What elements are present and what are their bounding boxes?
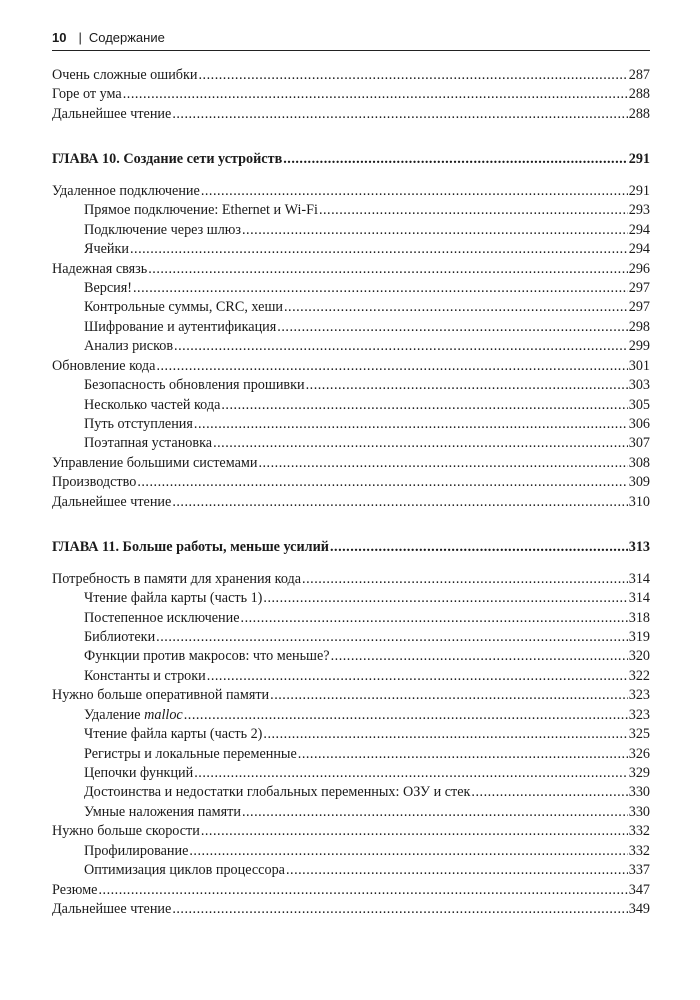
toc-entry-page: 323 [628, 706, 650, 723]
dot-leader [242, 803, 628, 822]
toc-entry-title: Чтение файла карты (часть 2) [84, 726, 263, 743]
dot-leader [286, 861, 628, 880]
dot-leader [213, 434, 628, 453]
toc-entry-title: Потребность в памяти для хранения кода [52, 570, 302, 587]
page-number: 10 [52, 30, 67, 45]
toc-entry-page: 314 [628, 590, 650, 607]
dot-leader [201, 822, 628, 841]
toc-entry-title: Цепочки функций [84, 765, 194, 781]
header-separator: | [78, 30, 82, 45]
toc-entry-page: 329 [628, 765, 650, 781]
toc-entry[interactable] [52, 493, 650, 512]
dot-leader [302, 570, 628, 589]
toc-entry-page: 325 [628, 726, 650, 743]
toc-entry[interactable] [52, 454, 650, 473]
dot-leader [156, 357, 627, 376]
toc-entry-title: Библиотеки [84, 628, 156, 645]
toc-entry[interactable] [52, 66, 650, 85]
toc-entry-title: Надежная связь [52, 260, 148, 277]
dot-leader [156, 628, 628, 647]
toc-entry-page: 314 [628, 570, 650, 587]
toc-entry-page: 322 [628, 667, 650, 684]
toc-entry-page: 323 [628, 687, 650, 704]
toc-entry-page: 288 [628, 105, 650, 122]
toc-entry[interactable] [52, 647, 650, 666]
toc-entry-title: Нужно больше скорости [52, 823, 200, 840]
toc-entry-title: Подключение через шлюз [84, 221, 241, 238]
toc-entry-title: Контрольные суммы, CRC, хеши [84, 299, 283, 316]
toc-entry-page: 297 [628, 279, 650, 296]
toc-entry-title: Обновление кода [52, 357, 156, 374]
chapter-page: 313 [628, 539, 650, 556]
toc-entry-page: 310 [628, 493, 650, 510]
dot-leader [270, 686, 628, 705]
dot-leader [330, 538, 628, 557]
toc-entry-page: 347 [628, 881, 650, 898]
toc-entry-page: 299 [628, 338, 650, 355]
toc-entry[interactable] [52, 376, 650, 395]
toc-entry-page: 349 [628, 901, 650, 918]
toc-entry-page: 330 [628, 784, 650, 801]
toc-entry-title: Поэтапная установка [84, 435, 213, 452]
toc-entry[interactable] [52, 822, 650, 841]
dot-leader [130, 240, 628, 259]
toc-entry[interactable] [52, 85, 650, 104]
toc-entry-title: Функции против макросов: что меньше? [84, 648, 330, 665]
toc-entry[interactable] [52, 279, 650, 298]
toc-entry[interactable] [52, 745, 650, 764]
dot-leader [172, 105, 627, 124]
toc-entry-page: 326 [628, 745, 650, 762]
dot-leader [306, 376, 628, 395]
toc-entry[interactable] [52, 415, 650, 434]
toc-entry-page: 288 [628, 86, 650, 103]
toc-entry-title: Производство [52, 474, 137, 491]
dot-leader [201, 182, 628, 201]
dot-leader [298, 745, 628, 764]
toc-entry[interactable] [52, 318, 650, 337]
dot-leader [283, 150, 627, 169]
dot-leader [184, 706, 628, 725]
running-header [52, 30, 650, 51]
toc-entry[interactable] [52, 260, 650, 279]
toc-entry[interactable] [52, 221, 650, 240]
toc-entry[interactable] [52, 881, 650, 900]
toc-entry[interactable] [52, 201, 650, 220]
toc-entry[interactable] [52, 686, 650, 705]
toc-entry-title: Удаленное подключение [52, 182, 200, 199]
dot-leader [137, 473, 627, 492]
chapter-page: 291 [628, 151, 650, 168]
toc-entry[interactable] [52, 182, 650, 201]
section-title: Содержание [88, 30, 165, 45]
toc-entry[interactable] [52, 764, 650, 783]
toc-entry-title: Безопасность обновления прошивки [84, 377, 305, 394]
toc-entry-title: Анализ рисков [84, 338, 174, 355]
toc-entry[interactable] [52, 105, 650, 124]
dot-leader [148, 260, 627, 279]
chapter-heading-10[interactable] [52, 150, 650, 169]
toc-entry-page: 319 [628, 628, 650, 645]
toc-entry-title: Достоинства и недостатки глобальных переменных: ОЗУ и стек [84, 784, 471, 801]
toc-entry-page: 305 [628, 396, 650, 413]
toc-entry-page: 307 [628, 435, 650, 452]
toc-entry[interactable] [52, 842, 650, 861]
dot-leader [207, 667, 628, 686]
dot-leader [194, 764, 627, 783]
dot-leader [133, 279, 628, 298]
toc-entry[interactable] [52, 357, 650, 376]
toc-entry[interactable] [52, 628, 650, 647]
toc-entry[interactable] [52, 570, 650, 589]
toc-entry-page: 294 [628, 241, 650, 258]
toc-entry-title: Оптимизация циклов процессора [84, 862, 285, 879]
toc-entry-title: Резюме [52, 881, 98, 898]
dot-leader [258, 454, 627, 473]
dot-leader [123, 85, 628, 104]
toc-entry-page: 293 [628, 202, 650, 219]
toc-entry[interactable] [52, 473, 650, 492]
toc-entry-title: Прямое подключение: Ethernet и Wi-Fi [84, 202, 318, 219]
toc-entry-title: Регистры и локальные переменные [84, 745, 297, 762]
toc-entry-title: Дальнейшее чтение [52, 105, 172, 122]
dot-leader [172, 900, 627, 919]
dot-leader [331, 647, 628, 666]
toc-entry-title: Дальнейшее чтение [52, 493, 172, 510]
dot-leader [263, 725, 627, 744]
dot-leader [263, 589, 627, 608]
toc-entry[interactable] [52, 609, 650, 628]
dot-leader [277, 318, 627, 337]
toc-entry-title: Версия! [84, 279, 132, 296]
toc-entry[interactable] [52, 434, 650, 453]
toc-entry[interactable] [52, 667, 650, 686]
dot-leader [242, 221, 628, 240]
toc-entry-page: 303 [628, 377, 650, 394]
dot-leader [189, 842, 627, 861]
toc-entry-page: 287 [628, 67, 650, 83]
toc-entry-page: 291 [628, 182, 650, 199]
toc-entry-title: Чтение файла карты (часть 1) [84, 590, 263, 607]
toc-entry-title: Удаление malloc [84, 706, 183, 723]
toc-group-previous-chapter [52, 66, 650, 124]
toc-entry-title: Постепенное исключение [84, 609, 240, 626]
toc-entry[interactable] [52, 396, 650, 415]
toc-group-chapter-11 [52, 570, 650, 920]
toc-entry-page: 298 [628, 318, 650, 335]
toc-entry-code-term: malloc [144, 706, 183, 723]
chapter-title: ГЛАВА 11. Больше работы, меньше усилий [52, 539, 329, 556]
toc-entry-title: Умные наложения памяти [84, 803, 241, 820]
dot-leader [284, 298, 628, 317]
toc-entry-title: Профилирование [84, 842, 189, 859]
toc-entry-title: Константы и строки [84, 667, 206, 684]
toc-entry-page: 332 [628, 842, 650, 859]
toc-entry-title: Путь отступления [84, 416, 193, 432]
toc-entry[interactable] [52, 861, 650, 880]
toc-entry-page: 308 [628, 454, 650, 471]
toc-entry-page: 332 [628, 823, 650, 840]
dot-leader [194, 415, 628, 434]
toc-entry-title: Горе от ума [52, 86, 122, 103]
toc-entry-title: Дальнейшее чтение [52, 901, 172, 918]
toc-entry-title: Шифрование и аутентификация [84, 318, 277, 335]
chapter-heading-11[interactable] [52, 538, 650, 557]
dot-leader [98, 881, 627, 900]
toc-entry-page: 297 [628, 299, 650, 316]
toc-entry[interactable] [52, 803, 650, 822]
toc-entry-page: 296 [628, 260, 650, 277]
toc-entry-title: Очень сложные ошибки [52, 67, 198, 83]
toc-entry[interactable] [52, 783, 650, 802]
toc-entry-title: Ячейки [84, 241, 129, 258]
toc-entry-page: 309 [628, 474, 650, 491]
toc-entry[interactable] [52, 706, 650, 725]
toc-entry-title: Нужно больше оперативной памяти [52, 687, 270, 704]
dot-leader [241, 609, 628, 628]
toc-entry[interactable] [52, 337, 650, 356]
dot-leader [221, 396, 627, 415]
dot-leader [172, 493, 627, 512]
toc-entry[interactable] [52, 900, 650, 919]
toc-entry[interactable] [52, 589, 650, 608]
toc-entry-page: 320 [628, 648, 650, 665]
toc-entry-page: 318 [628, 609, 650, 626]
toc-entry-title: Управление большими системами [52, 454, 258, 471]
dot-leader [174, 337, 628, 356]
toc-entry-page: 294 [628, 221, 650, 238]
toc-entry[interactable] [52, 298, 650, 317]
dot-leader [199, 66, 628, 85]
toc-entry[interactable] [52, 240, 650, 259]
toc-entry-page: 337 [628, 862, 650, 879]
toc-group-chapter-10 [52, 182, 650, 512]
dot-leader [471, 783, 627, 802]
toc-entry-page: 301 [628, 357, 650, 374]
toc-entry-page: 306 [628, 416, 650, 432]
table-of-contents [52, 66, 650, 920]
dot-leader [319, 201, 628, 220]
toc-entry-title: Несколько частей кода [84, 396, 221, 413]
chapter-title: ГЛАВА 10. Создание сети устройств [52, 151, 283, 168]
toc-entry[interactable] [52, 725, 650, 744]
toc-entry-page: 330 [628, 803, 650, 820]
